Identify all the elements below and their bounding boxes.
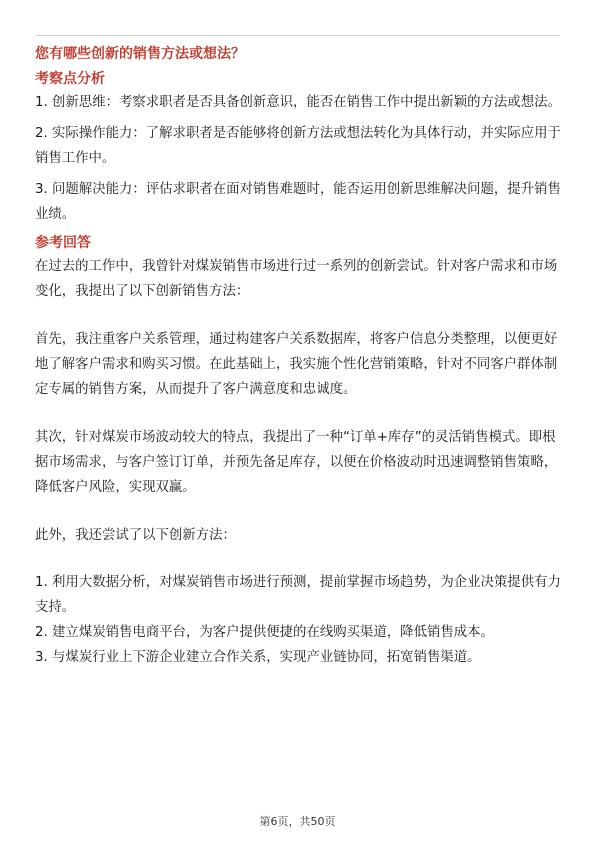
answer-intro: 在过去的工作中，我曾针对煤炭销售市场进行过一系列的创新尝试。针对客户需求和市场变化，我提出了以下创新销售方法： — [35, 259, 558, 299]
paragraph-gap — [35, 304, 563, 327]
page-number: 第6页，共50页 — [259, 815, 336, 828]
analysis-item: 3. 问题解决能力：评估求职者在面对销售难题时，能否运用创新思维解决问题，提升销售业绩。 — [35, 182, 561, 222]
analysis-title: 考察点分析 — [35, 71, 105, 87]
paragraph-gap — [35, 548, 563, 570]
answer-second-paragraph: 其次，针对煤炭市场波动较大的特点，我提出了一种“订单+库存”的灵活销售模式。即根据市场需求，与客户签订订单，并预先备足库存，以便在价格波动时迅速调整销售策略，降低客户风险，实现双赢。 — [35, 430, 558, 495]
analysis-section — [35, 69, 563, 227]
top-divider — [35, 35, 560, 36]
answer-title: 参考回答 — [35, 235, 91, 251]
analysis-item: 2. 实际操作能力：了解求职者是否能够将创新方法或想法转化为具体行动，并实际应用于销售工作中。 — [35, 126, 561, 166]
method-item: 3. 与煤炭行业上下游企业建立合作关系，实现产业链协同，拓宽销售渠道。 — [35, 650, 481, 665]
question-heading: 您有哪些创新的销售方法或想法？ — [35, 46, 245, 62]
analysis-item: 1. 创新思维：考察求职者是否具备创新意识，能否在销售工作中提出新颖的方法或想法。 — [35, 95, 561, 110]
answer-also-paragraph: 此外，我还尝试了以下创新方法： — [35, 528, 236, 543]
document-body — [35, 44, 563, 670]
paragraph-gap — [35, 500, 563, 523]
answer-section — [35, 233, 563, 670]
method-item: 1. 利用大数据分析，对煤炭销售市场进行预测，提前掌握市场趋势，为企业决策提供有力支持。 — [35, 575, 561, 615]
answer-first-paragraph: 首先，我注重客户关系管理，通过构建客户关系数据库，将客户信息分类整理，以便更好地了解客户需求和购买习惯。在此基础上，我实施个性化营销策略，针对不同客户群体制定专属的销售方案，从而提升了客户满意度和忠诚度。 — [35, 332, 558, 397]
method-item: 2. 建立煤炭销售电商平台，为客户提供便捷的在线购买渠道，降低销售成本。 — [35, 625, 494, 640]
paragraph-gap — [35, 402, 563, 425]
